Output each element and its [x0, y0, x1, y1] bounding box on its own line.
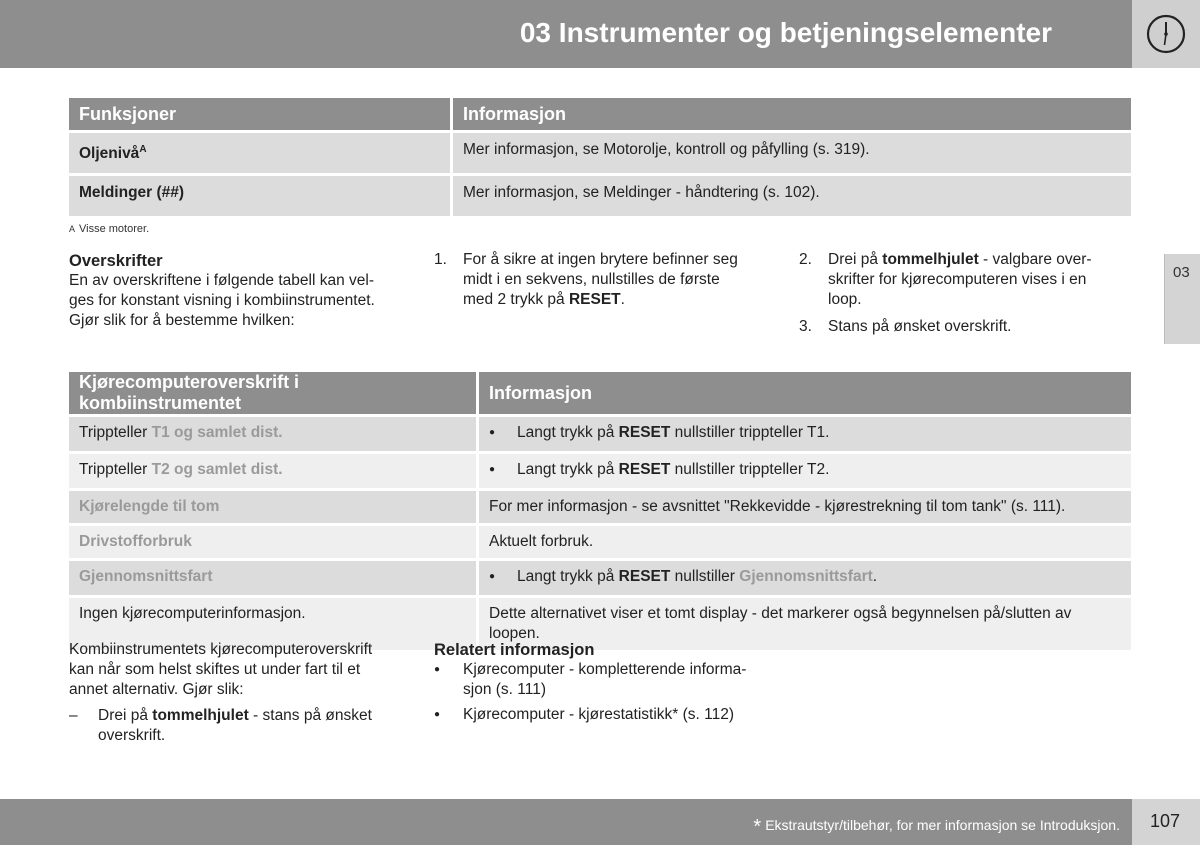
footer-bar — [0, 799, 1132, 845]
overskrifter-heading: Overskrifter — [69, 252, 163, 270]
footnote — [69, 223, 149, 235]
step-line: med 2 trykk på — [463, 291, 569, 308]
page-number-box — [1132, 799, 1200, 845]
bullet-icon — [489, 423, 517, 445]
table1-func-cell: Oljenivå$^A$ — [69, 130, 453, 173]
step-2: 2. Drei på tommelhjulet - valgbare over- skrifter for kjørecomputeren vises i en loop. — [799, 251, 1092, 308]
overskrifter-line: Gjør slik for å bestemme hvilken: — [69, 312, 295, 329]
functions-table — [69, 98, 1131, 216]
table-row — [69, 558, 1131, 595]
related-link[interactable]: ● Kjørecomputer - kjørestatistikk* (s. 112) — [434, 706, 735, 723]
table2-left-cell: Gjennomsnittsfart — [69, 558, 479, 595]
table1-info-cell: Mer informasjon, se Motorolje, kontroll og påfylling (s. 319). — [453, 130, 1131, 173]
table2-right-cell: For mer informasjon - se avsnittet "Rekkevidde - kjørestrekning til tom tank" (s. 111). — [479, 488, 1131, 523]
header-bar — [0, 0, 1132, 68]
bullet-icon — [489, 567, 517, 589]
step-number: 2. — [799, 251, 812, 268]
table2-right-cell: ● Langt trykk på RESET nullstiller Gjennomsnittsfart. — [479, 558, 1131, 595]
bullet-icon: ● — [434, 709, 441, 720]
gauge-icon — [1145, 13, 1187, 55]
overskrifter-line: En av overskriftene i følgende tabell kan vel- — [69, 272, 374, 289]
table-row — [69, 173, 1131, 216]
bullet-icon: ● — [434, 664, 441, 675]
step-line: For å sikre at ingen brytere befinner seg — [463, 251, 738, 268]
table-row — [69, 523, 1131, 558]
overskrifter-line: ges for konstant visning i kombiinstrumentet. — [69, 292, 375, 309]
step-1: 1. For å sikre at ingen brytere befinner seg midt i en sekvens, nullstilles de første med 2 trykk på RESET. — [434, 251, 738, 308]
dash-item: – Drei på tommelhjulet - stans på ønsket overskrift. — [69, 707, 372, 744]
table1-func-cell: Meldinger (##) — [69, 173, 453, 216]
step-line: midt i en sekvens, nullstilles de første — [463, 271, 720, 288]
chapter-side-tab[interactable] — [1164, 254, 1200, 344]
table2-header-heading: Kjørecomputeroverskrift i kombiinstrumentet — [69, 372, 479, 414]
step-number: 1. — [434, 251, 447, 268]
trip-computer-table — [69, 372, 1131, 650]
related-heading: Relatert informasjon — [434, 641, 595, 659]
table1-header-functions: Funksjoner — [69, 98, 453, 130]
chapter-title: 03 Instrumenter og betjeningselementer — [519, 17, 1052, 48]
table2-left-cell: Drivstofforbruk — [69, 523, 479, 558]
table2-left-cell: Trippteller T2 og samlet dist. — [69, 451, 479, 488]
side-tab-label: 03 — [1173, 264, 1190, 281]
related-link[interactable]: ● Kjørecomputer - kompletterende informa- sjon (s. 111) — [434, 661, 747, 698]
table2-left-cell: Trippteller T1 og samlet dist. — [69, 414, 479, 451]
header-icon-box — [1132, 0, 1200, 68]
asterisk-icon: * — [753, 816, 762, 838]
reset-keyword: RESET — [568, 291, 621, 308]
table2-right-cell: ● Langt trykk på RESET nullstiller trippteller T2. — [479, 451, 1131, 488]
paragraph-line: annet alternativ. Gjør slik: — [69, 681, 244, 698]
step-line: Stans på ønsket overskrift. — [828, 318, 1012, 335]
paragraph-line: Kombiinstrumentets kjørecomputeroverskrift — [69, 641, 373, 658]
step-line: skrifter for kjørecomputeren vises i en — [828, 271, 1087, 288]
table-row — [69, 414, 1131, 451]
thumbwheel-keyword: tommelhjulet — [882, 251, 979, 268]
table-row — [69, 130, 1131, 173]
step-line: loop. — [828, 291, 862, 308]
paragraph-line: kan når som helst skiftes ut under fart til et — [69, 661, 361, 678]
table-row — [69, 451, 1131, 488]
table2-right-cell: Aktuelt forbruk. — [479, 523, 1131, 558]
table2-left-cell: Kjørelengde til tom — [69, 488, 479, 523]
page-number: 107 — [1150, 811, 1181, 831]
thumbwheel-keyword: tommelhjulet — [152, 707, 249, 724]
table2-header-info: Informasjon — [479, 372, 1131, 414]
footnote-text: Visse motorer. — [79, 223, 150, 235]
switch-heading-paragraph — [69, 640, 409, 700]
table2-left-cell: Ingen kjørecomputerinformasjon. — [69, 595, 479, 650]
footer-note: * Ekstrautstyr/tilbehør, for mer informasjon se Introduksjon. — [753, 816, 1120, 838]
step-3 — [799, 317, 1139, 339]
table2-right-cell: ● Langt trykk på RESET nullstiller trippteller T1. — [479, 414, 1131, 451]
table2-right-cell: Dette alternativet viser et tomt display - det markerer også begynnelsen på/slutten av loopen. — [479, 595, 1131, 650]
dash-marker: – — [69, 707, 78, 724]
overskrifter-section — [69, 251, 409, 331]
table1-info-cell: Mer informasjon, se Meldinger - håndtering (s. 102). — [453, 173, 1131, 216]
bullet-icon — [489, 460, 517, 482]
related-info-section — [434, 640, 794, 725]
table1-header-info: Informasjon — [453, 98, 1131, 130]
footnote-marker: A — [69, 224, 76, 234]
table-row — [69, 488, 1131, 523]
step-number: 3. — [799, 318, 812, 335]
